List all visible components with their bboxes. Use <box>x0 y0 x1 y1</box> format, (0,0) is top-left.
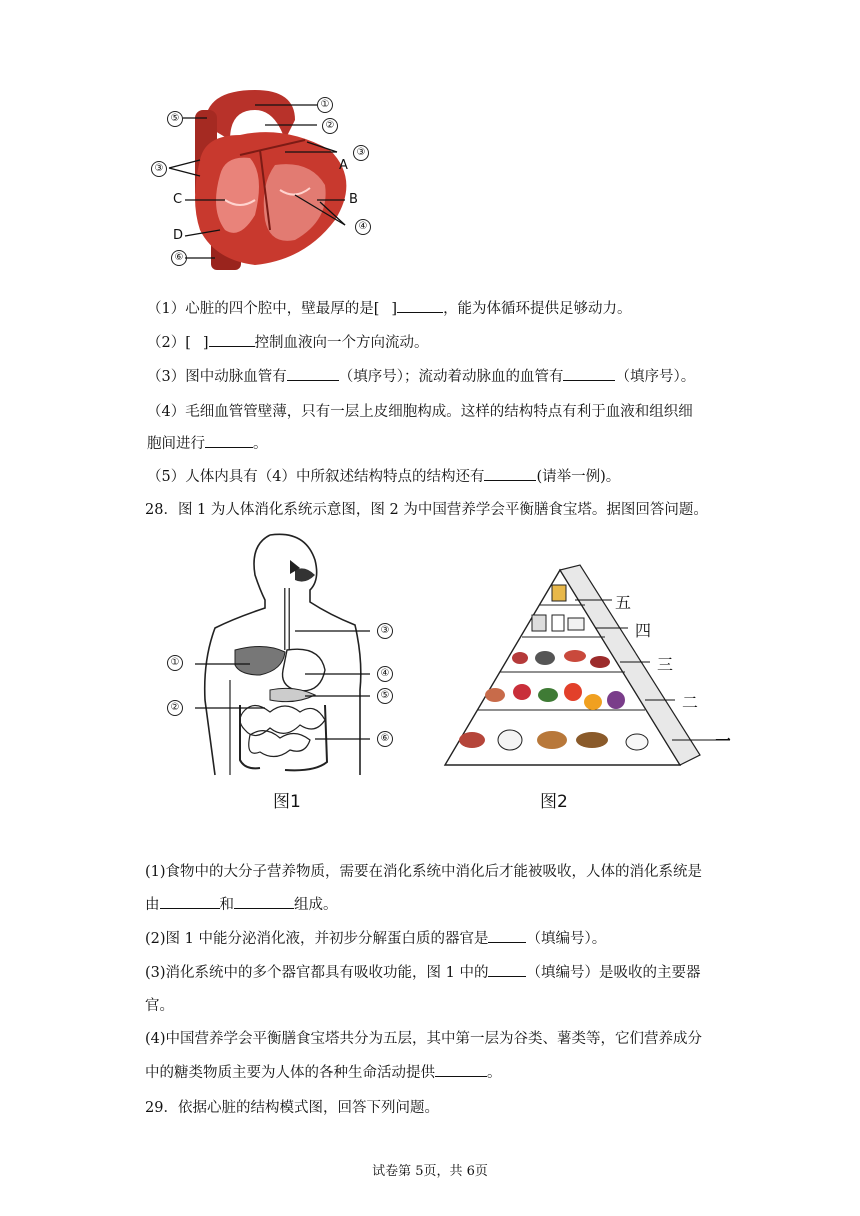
q28-part1-line2 <box>145 894 338 915</box>
fig1-label-6: ⑥ <box>377 731 393 747</box>
answer-blank[interactable] <box>209 332 255 347</box>
q27-part5-text-a: （5）人体内具有（4）中所叙述结构特点的结构还有 <box>147 469 485 485</box>
q28-part4-line1 <box>145 1029 702 1049</box>
q27-part2-text-b: ] <box>202 335 209 351</box>
q27-part2-text-c: 控制血液向一个方向流动。 <box>254 335 429 351</box>
heart-label-b: B <box>349 192 358 207</box>
q27-part4-line1 <box>147 402 693 422</box>
q28-part1-text-d: 组成。 <box>294 897 338 913</box>
q28-part3-text-a: (3)消化系统中的多个器官都具有吸收功能，图 1 中的 <box>145 965 489 981</box>
heart-figure <box>145 80 385 275</box>
q27-part1-text-c: ，能为体循环提供足够动力。 <box>443 301 632 317</box>
q28-part1-text-b: 由 <box>145 897 160 913</box>
pyramid-level-2-label: 二 <box>682 693 699 712</box>
q28-part2-text-b: （填编号）。 <box>526 931 607 947</box>
q28-part3-line2 <box>145 996 174 1016</box>
food-pyramid-illustration <box>440 560 740 775</box>
pyramid-level-5-label: 五 <box>615 593 632 612</box>
heart-label-c: C <box>173 192 183 207</box>
q28-part3-text-b: （填编号）是吸收的主要器 <box>526 965 701 981</box>
heart-label-6: ⑥ <box>171 250 187 266</box>
heart-label-5: ⑤ <box>167 111 183 127</box>
heart-label-2: ② <box>322 118 338 134</box>
answer-blank[interactable] <box>563 366 615 381</box>
fig1-label-2: ② <box>167 700 183 716</box>
q28-part2 <box>145 928 606 949</box>
pyramid-level-1-label: 一 <box>715 731 732 750</box>
q28-part4-text-c: 。 <box>487 1065 502 1081</box>
q27-part1-text-a: （1）心脏的四个腔中，壁最厚的是[ <box>147 301 380 317</box>
answer-blank[interactable] <box>287 366 339 381</box>
answer-blank[interactable] <box>484 466 536 481</box>
q27-part2-text-a: （2）[ <box>147 335 191 351</box>
answer-blank[interactable] <box>435 1062 487 1077</box>
q27-part4-text-a: （4）毛细血管管壁薄，只有一层上皮细胞构成。这样的结构特点有利于血液和组织细 <box>147 404 693 420</box>
q27-part5 <box>147 466 620 487</box>
pyramid-level-3-label: 三 <box>657 655 674 674</box>
fig1-label-1: ① <box>167 655 183 671</box>
fig1-caption: 图1 <box>273 792 301 812</box>
page-footer: 试卷第 5页，共 6页 <box>372 1164 488 1179</box>
q28-part1-line1 <box>145 862 702 882</box>
fig1-label-3: ③ <box>377 623 393 639</box>
q27-part3-text-b: （填序号）；流动着动脉血的血管有 <box>338 369 564 385</box>
answer-blank[interactable] <box>234 894 294 909</box>
q27-part1-text-b: ] <box>391 301 398 317</box>
heart-label-1: ① <box>317 97 333 113</box>
digestive-system-illustration <box>155 530 405 780</box>
q28-part1-text-c: 和 <box>219 897 234 913</box>
fig2-caption: 图2 <box>540 792 568 812</box>
q29-title-text: 29．依据心脏的结构模式图，回答下列问题。 <box>145 1100 439 1116</box>
heart-label-4: ④ <box>355 219 371 235</box>
digestive-system-figure <box>155 530 405 815</box>
q27-part1 <box>147 298 632 319</box>
heart-label-3a: ③ <box>151 161 167 177</box>
q28-part3-line1 <box>145 962 700 983</box>
q28-part4-text-b: 中的糖类物质主要为人体的各种生命活动提供 <box>145 1065 435 1081</box>
answer-blank[interactable] <box>488 928 526 943</box>
q27-part4-text-c: 。 <box>253 436 268 452</box>
q27-part2 <box>147 332 429 353</box>
q28-part4-line2 <box>145 1062 502 1083</box>
heart-label-a: A <box>339 158 348 173</box>
q28-part3-text-c: 官。 <box>145 998 174 1014</box>
food-pyramid-figure <box>440 560 740 815</box>
heart-illustration <box>145 80 385 275</box>
fig1-label-5: ⑤ <box>377 688 393 704</box>
answer-blank[interactable] <box>397 298 443 313</box>
heart-label-3b: ③ <box>353 145 369 161</box>
q28-part4-text-a: (4)中国营养学会平衡膳食宝塔共分为五层，其中第一层为谷类、薯类等，它们营养成分 <box>145 1031 703 1047</box>
q27-part4-line2 <box>147 433 268 454</box>
answer-blank[interactable] <box>205 433 253 448</box>
q28-part1-text-a: (1)食物中的大分子营养物质，需要在消化系统中消化后才能被吸收，人体的消化系统是 <box>145 864 703 880</box>
answer-blank[interactable] <box>160 894 220 909</box>
q28-title <box>145 500 708 520</box>
heart-label-d: D <box>173 228 184 243</box>
q27-part3 <box>147 366 695 387</box>
q27-part3-text-a: （3）图中动脉血管有 <box>147 369 287 385</box>
pyramid-level-4-label: 四 <box>635 621 652 640</box>
q27-part3-text-c: （填序号）。 <box>615 369 696 385</box>
q28-title-text: 28．图 1 为人体消化系统示意图，图 2 为中国营养学会平衡膳食宝塔。据图回答问题。 <box>145 502 708 518</box>
q27-part4-text-b: 胞间进行 <box>147 436 205 452</box>
answer-blank[interactable] <box>488 962 526 977</box>
q29-title <box>145 1098 439 1118</box>
q28-part2-text-a: (2)图 1 中能分泌消化液，并初步分解蛋白质的器官是 <box>145 931 489 947</box>
q27-part5-text-b: (请举一例)。 <box>536 469 621 485</box>
fig1-label-4: ④ <box>377 666 393 682</box>
